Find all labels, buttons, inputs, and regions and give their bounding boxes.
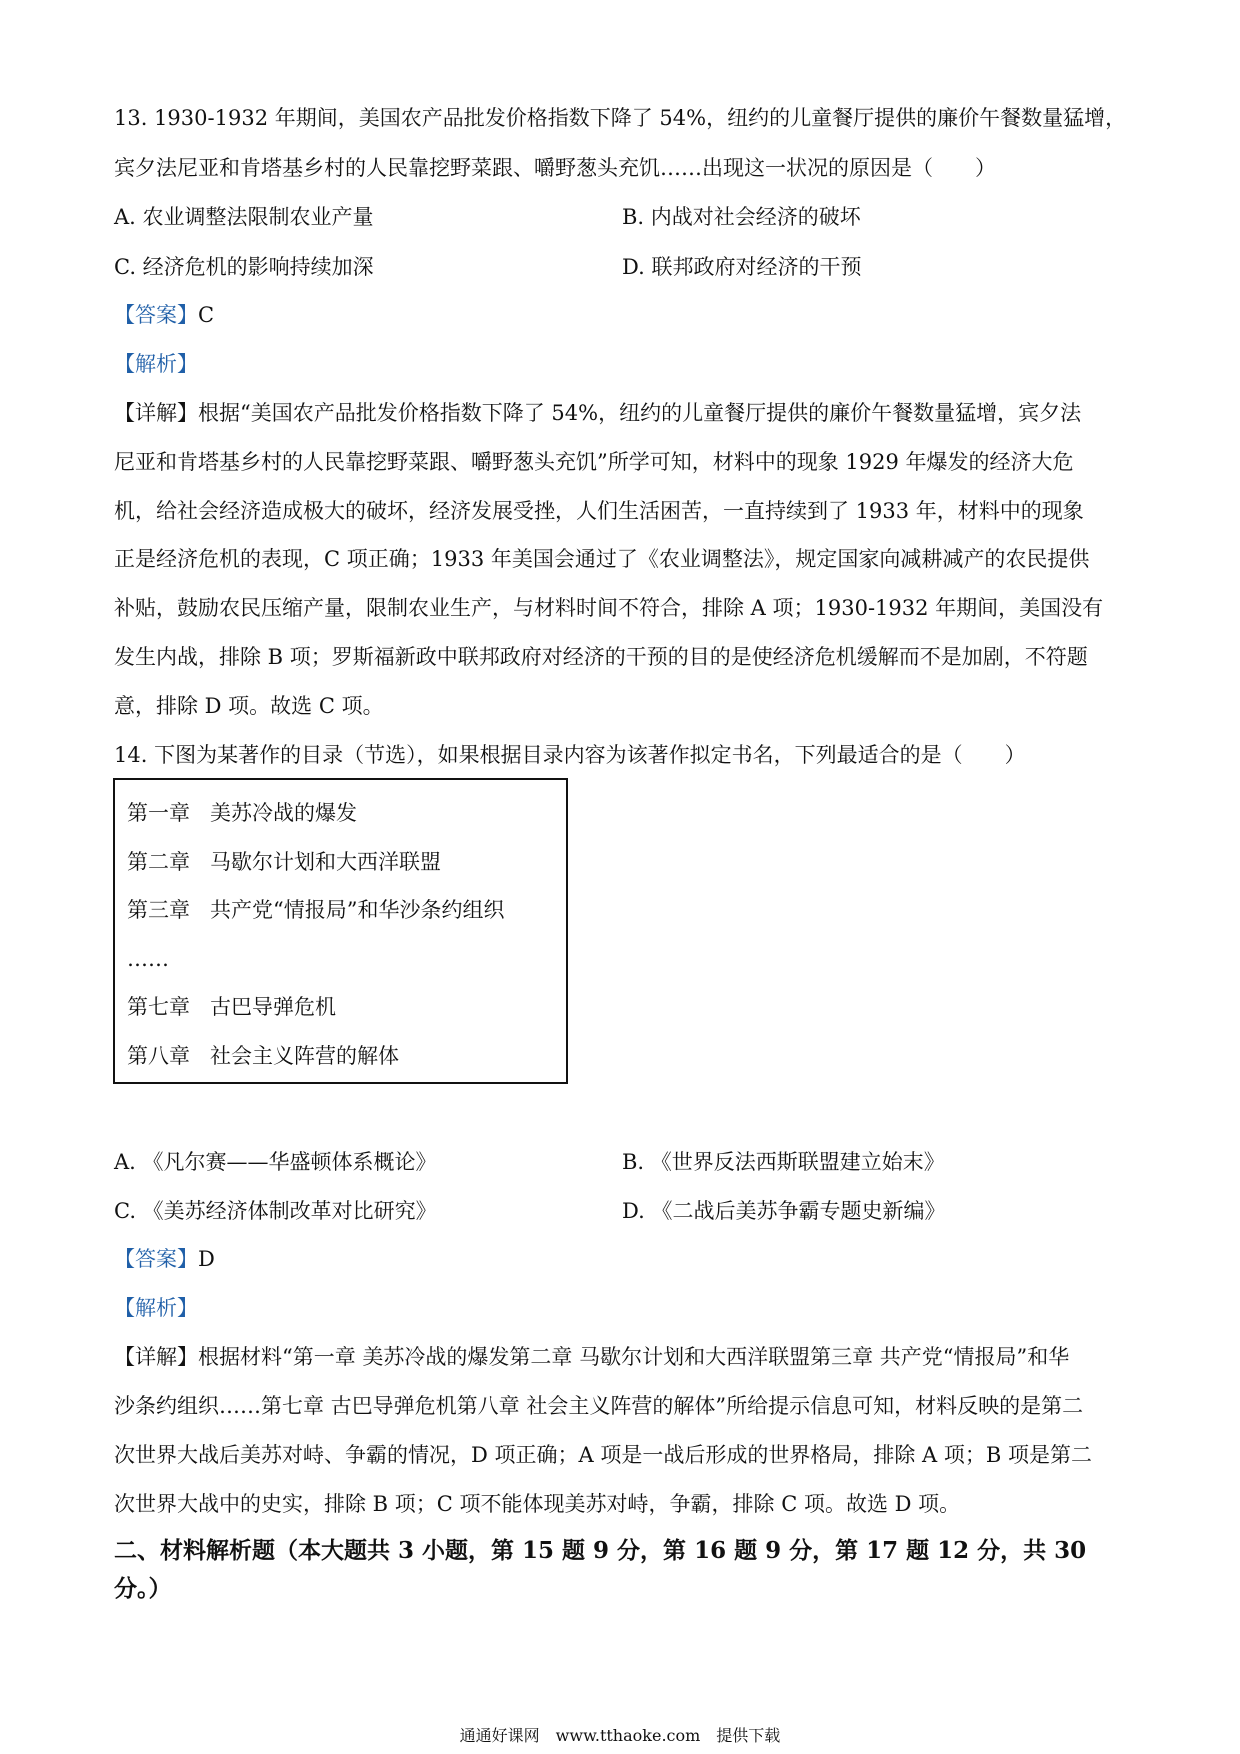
- detail-tag: 【详解】: [114, 1345, 198, 1369]
- q14-detail-line: 沙条约组织……第七章 古巴导弹危机第八章 社会主义阵营的解体”所给提示信息可知，材料反映的是第二: [114, 1394, 1084, 1418]
- q14-option-d: D. 《二战后美苏争霸专题史新编》: [622, 1199, 946, 1223]
- q14-stem: 14. 下图为某著作的目录（节选），如果根据目录内容为该著作拟定书名，下列最适合的是（ ）: [114, 743, 1026, 767]
- answer-tag: 【答案】: [114, 303, 198, 327]
- q13-option-b: B. 内战对社会经济的破坏: [622, 205, 861, 229]
- detail-text: 根据材料“第一章 美苏冷战的爆发第二章 马歇尔计划和大西洋联盟第三章 共产党“情报局”和华: [198, 1345, 1070, 1369]
- answer-tag: 【答案】: [114, 1247, 198, 1271]
- toc-chapter-title: 美苏冷战的爆发: [210, 801, 357, 825]
- toc-entry: [127, 1042, 399, 1070]
- q14-option-c: C. 《美苏经济体制改革对比研究》: [114, 1199, 437, 1223]
- q13-detail-line: 发生内战，排除 B 项；罗斯福新政中联邦政府对经济的干预的目的是使经济危机缓解而不是加剧，不符题: [114, 645, 1088, 669]
- q13-stem-line: 宾夕法尼亚和肯塔基乡村的人民靠挖野菜跟、嚼野葱头充饥……出现这一状况的原因是（ ）: [114, 156, 996, 180]
- q13-option-d: D. 联邦政府对经济的干预: [622, 255, 862, 279]
- toc-entry: [127, 799, 357, 827]
- q13-detail-line: 意，排除 D 项。故选 C 项。: [114, 694, 384, 718]
- toc-entry: [127, 993, 336, 1021]
- q13-detail-line: 补贴，鼓励农民压缩产量，限制农业生产，与材料时间不符合，排除 A 项；1930-1932 年期间，美国没有: [114, 596, 1104, 620]
- q13-detail-line: 尼亚和肯塔基乡村的人民靠挖野菜跟、嚼野葱头充饥”所学可知，材料中的现象 1929 年爆发的经济大危: [114, 450, 1074, 474]
- detail-tag: 【详解】: [114, 401, 198, 425]
- page-footer: 通通好课网 www.tthaoke.com 提供下载: [459, 1726, 781, 1745]
- toc-chapter-number: 第八章: [127, 1044, 190, 1068]
- q13-detail-line: [114, 399, 1081, 427]
- toc-chapter-number: 第三章: [127, 898, 190, 922]
- q14-option-a: A. 《凡尔赛——华盛顿体系概论》: [114, 1150, 437, 1174]
- section-heading: 分。）: [114, 1575, 172, 1602]
- q13-option-a: A. 农业调整法限制农业产量: [114, 205, 374, 229]
- toc-chapter-number: 第一章: [127, 801, 190, 825]
- answer-value: C: [198, 303, 215, 327]
- q13-stem-line: 13. 1930-1932 年期间，美国农产品批发价格指数下降了 54%，纽约的儿童餐厅提供的廉价午餐数量猛增，: [114, 106, 1127, 130]
- q14-detail-line: 次世界大战后美苏对峙、争霸的情况，D 项正确；A 项是一战后形成的世界格局，排除 A 项；B 项是第二: [114, 1443, 1092, 1467]
- q14-answer: [114, 1245, 215, 1273]
- detail-text: 根据“美国农产品批发价格指数下降了 54%，纽约的儿童餐厅提供的廉价午餐数量猛增，宾夕法: [198, 401, 1082, 425]
- toc-chapter-title: 社会主义阵营的解体: [210, 1044, 399, 1068]
- q13-option-c: C. 经济危机的影响持续加深: [114, 255, 374, 279]
- toc-chapter-number: 第七章: [127, 995, 190, 1019]
- table-of-contents-box: [113, 778, 568, 1084]
- q13-detail-line: 机，给社会经济造成极大的破坏，经济发展受挫，人们生活困苦，一直持续到了 1933 年，材料中的现象: [114, 499, 1084, 523]
- toc-chapter-title: 古巴导弹危机: [210, 995, 336, 1019]
- toc-entry: [127, 848, 441, 876]
- toc-chapter-title: 共产党“情报局”和华沙条约组织: [210, 898, 505, 922]
- toc-ellipsis: ……: [127, 947, 169, 971]
- q14-detail-line: 次世界大战中的史实，排除 B 项；C 项不能体现美苏对峙，争霸，排除 C 项。故选 D 项。: [114, 1492, 961, 1516]
- toc-chapter-number: 第二章: [127, 850, 190, 874]
- section-heading: 二、材料解析题（本大题共 3 小题，第 15 题 9 分，第 16 题 9 分，第 17 题 12 分，共 30: [114, 1537, 1087, 1564]
- q13-detail-line: 正是经济危机的表现，C 项正确；1933 年美国会通过了《农业调整法》，规定国家向减耕减产的农民提供: [114, 547, 1090, 571]
- answer-value: D: [198, 1247, 215, 1271]
- q14-analysis-tag: 【解析】: [114, 1296, 198, 1320]
- q14-detail-line: [114, 1343, 1069, 1371]
- toc-chapter-title: 马歇尔计划和大西洋联盟: [210, 850, 441, 874]
- toc-entry: [127, 896, 504, 924]
- toc-entry: [127, 945, 210, 973]
- q14-option-b: B. 《世界反法西斯联盟建立始末》: [622, 1150, 945, 1174]
- q13-analysis-tag: 【解析】: [114, 352, 198, 376]
- q13-answer: [114, 301, 214, 329]
